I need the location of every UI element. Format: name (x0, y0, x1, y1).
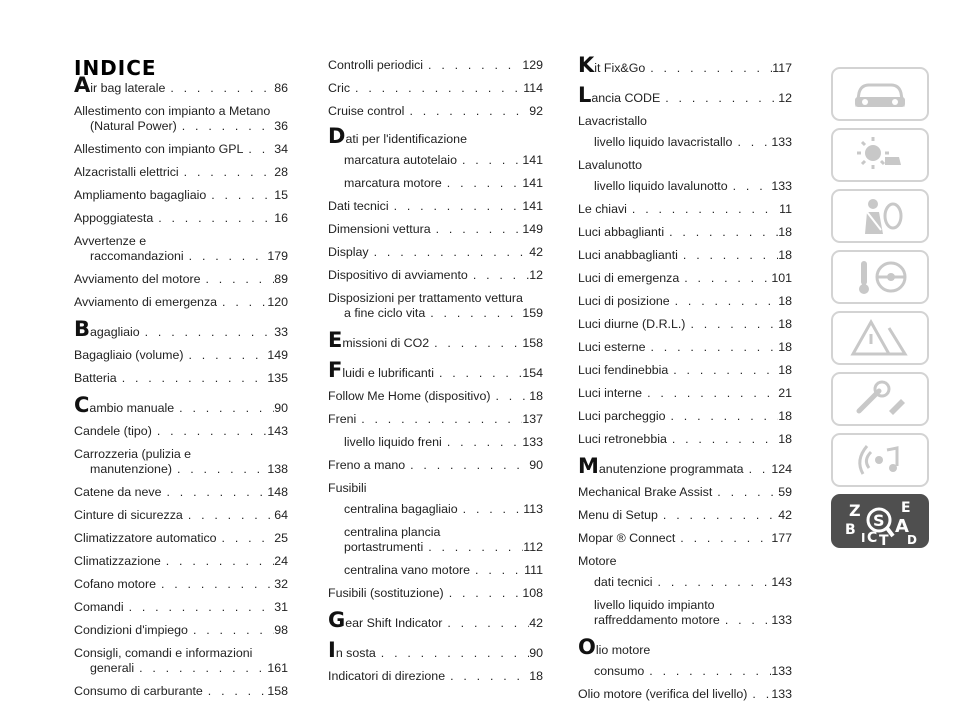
entry-page: 18 (778, 248, 792, 262)
entry-page: 18 (778, 317, 792, 331)
entry-page: 161 (267, 661, 288, 675)
index-entry-luci-parcheggio[interactable] (578, 409, 792, 424)
index-entry-climatizzazione[interactable] (74, 554, 288, 569)
entry-label: consumo (594, 664, 645, 678)
entry-label: Luci retronebbia (578, 432, 667, 446)
index-entry-fusibili-plancia[interactable] (328, 525, 543, 555)
entry-label: Bagagliaio (volume) (74, 348, 184, 362)
entry-label: Cruise control (328, 104, 405, 118)
entry-label: Appoggiatesta (74, 211, 154, 225)
index-entry-disposizioni[interactable] (328, 291, 543, 321)
entry-page: 34 (274, 142, 288, 156)
entry-page: 179 (267, 249, 288, 263)
entry-page: 112 (523, 540, 543, 554)
entry-label: ear Shift Indicator (345, 616, 443, 630)
entry-page: 16 (274, 211, 288, 225)
index-entry-bagagliaio[interactable] (74, 317, 288, 341)
index-entry-airbag[interactable] (74, 73, 288, 97)
index-entry-catene[interactable] (74, 485, 288, 500)
entry-label: missioni di CO2 (342, 336, 430, 350)
section-letter: L (578, 83, 592, 107)
section-letter: C (74, 393, 90, 417)
index-entry-luci-emergenza[interactable] (578, 271, 792, 286)
index-entry-freno-mano[interactable] (328, 458, 543, 473)
entry-page: 133 (522, 435, 543, 449)
entry-label: Consumo di carburante (74, 684, 203, 698)
entry-label: Cofano motore (74, 577, 156, 591)
index-letter: C (867, 530, 878, 546)
index-entry-bagagliaio-volume[interactable] (74, 348, 288, 363)
entry-page: 11 (779, 202, 792, 216)
index-entry-condizioni[interactable] (74, 623, 288, 638)
index-entry-motore-liquido[interactable] (578, 598, 792, 628)
tab-start-drive[interactable] (831, 250, 929, 304)
index-entry-avviamento-emergenza[interactable] (74, 295, 288, 310)
entry-page: 98 (274, 623, 288, 637)
tab-lights[interactable] (831, 128, 929, 182)
index-entry-anabbaglianti[interactable] (578, 248, 792, 263)
entry-page: 59 (778, 485, 792, 499)
entry-label: marcatura motore (344, 176, 442, 190)
entry-label: centralina bagagliaio (344, 502, 458, 516)
entry-label: Candele (tipo) (74, 424, 152, 438)
section-letter: A (74, 73, 91, 97)
car-dashboard-icon (849, 75, 911, 113)
entry-label: Fusibili (sostituzione) (328, 586, 444, 600)
entry-label: Le chiavi (578, 202, 627, 216)
entry-page: 138 (267, 462, 288, 476)
entry-page: 18 (529, 389, 543, 403)
index-entry-cinture[interactable] (74, 508, 288, 523)
entry-page: 124 (771, 462, 792, 476)
entry-label: Carrozzeria (pulizia e (74, 447, 192, 461)
entry-label: Follow Me Home (dispositivo) (328, 389, 491, 403)
entry-label: Luci abbaglianti (578, 225, 665, 239)
index-letter: D (907, 533, 917, 546)
index-entry-allestimento-metano[interactable] (74, 104, 288, 134)
section-tabs (831, 67, 929, 555)
entry-page: 129 (522, 58, 543, 72)
index-letter: I (861, 531, 866, 545)
entry-page: 120 (267, 295, 288, 309)
entry-page: 92 (529, 104, 543, 118)
entry-label: Luci esterne (578, 340, 646, 354)
entry-label: Consigli, comandi e informazioni (74, 646, 253, 660)
entry-label: Climatizzazione (74, 554, 161, 568)
tab-alphabetical-index[interactable] (831, 494, 929, 548)
section-letter: I (328, 638, 336, 662)
index-entry-cruise[interactable] (328, 104, 543, 119)
index-entry-batteria[interactable] (74, 371, 288, 386)
index-column-1 (74, 73, 288, 707)
index-entry-kit-fixgo[interactable] (578, 53, 792, 77)
index-entry-dimensioni[interactable] (328, 222, 543, 237)
entry-page: 143 (267, 424, 288, 438)
entry-label: Climatizzatore automatico (74, 531, 217, 545)
entry-page: 12 (778, 91, 792, 105)
tab-safety[interactable] (831, 189, 929, 243)
entry-page: 90 (529, 458, 543, 472)
index-entry-carrozzeria[interactable] (74, 447, 288, 477)
index-entry-olio-livello[interactable] (578, 687, 792, 702)
entry-page: 159 (522, 306, 543, 320)
index-entry-brake-assist[interactable] (578, 485, 792, 500)
index-entry-menu-setup[interactable] (578, 508, 792, 523)
entry-page: 135 (267, 371, 288, 385)
index-entry-fusibili-sostituzione[interactable] (328, 586, 543, 601)
entry-label: Comandi (74, 600, 124, 614)
entry-label: livello liquido lavacristallo (594, 135, 733, 149)
entry-label: Luci di emergenza (578, 271, 680, 285)
index-entry-luci-esterne[interactable] (578, 340, 792, 355)
entry-label: Luci interne (578, 386, 643, 400)
index-entry-cofano[interactable] (74, 577, 288, 592)
entry-page: 113 (523, 502, 543, 516)
index-entry-olio-consumo[interactable] (578, 664, 792, 679)
index-entry-livello-lavalunotto[interactable] (578, 179, 792, 194)
entry-page: 117 (772, 61, 792, 75)
index-entry-luci-fendinebbia[interactable] (578, 363, 792, 378)
index-entry-olio-motore[interactable] (578, 635, 792, 659)
tab-technical-data[interactable] (831, 433, 929, 487)
entry-page: 141 (522, 153, 543, 167)
entry-page: 42 (778, 508, 792, 522)
section-letter: B (74, 317, 91, 341)
index-entry-marcatura-autotelaio[interactable] (328, 153, 543, 168)
entry-page: 133 (771, 135, 792, 149)
wrench-service-icon (849, 379, 911, 419)
index-entry-consumo[interactable] (74, 684, 288, 699)
entry-label: livello liquido lavalunotto (594, 179, 728, 193)
entry-page: 114 (523, 81, 543, 95)
index-entry-freni[interactable] (328, 412, 543, 427)
entry-page: 18 (778, 363, 792, 377)
entry-page: 15 (274, 188, 288, 202)
entry-label: n sosta (335, 646, 376, 660)
entry-page: 18 (778, 340, 792, 354)
entry-page: 18 (778, 409, 792, 423)
entry-page: 25 (274, 531, 288, 545)
entry-label-cont: generali (90, 661, 135, 675)
entry-page: 111 (524, 563, 543, 577)
index-entry-dati-tecnici[interactable] (328, 199, 543, 214)
entry-page: 133 (771, 664, 792, 678)
index-entry-chiavi[interactable] (578, 202, 792, 217)
index-entry-display[interactable] (328, 245, 543, 260)
index-entry-emissioni[interactable] (328, 328, 543, 352)
entry-page: 141 (522, 199, 543, 213)
entry-label-cont: raffreddamento motore (594, 613, 720, 627)
entry-label-cont: manutenzione) (90, 462, 172, 476)
index-entry-marcatura-motore[interactable] (328, 176, 543, 191)
section-letter: K (578, 53, 595, 77)
entry-label: Condizioni d'impiego (74, 623, 188, 637)
entry-page: 177 (771, 531, 792, 545)
entry-page: 108 (522, 586, 543, 600)
entry-page: 18 (529, 669, 543, 683)
alphabetical-index-icon (835, 496, 925, 546)
entry-label: Dispositivo di avviamento (328, 268, 468, 282)
index-letter: A (895, 516, 909, 537)
entry-label: Freni (328, 412, 357, 426)
entry-label: centralina plancia (344, 525, 441, 539)
index-entry-fluidi[interactable] (328, 358, 543, 382)
entry-label: anutenzione programmata (598, 462, 744, 476)
entry-label: Freno a mano (328, 458, 406, 472)
entry-label: Indicatori di direzione (328, 669, 446, 683)
entry-page: 21 (778, 386, 792, 400)
index-column-3 (578, 53, 792, 710)
entry-page: 101 (771, 271, 792, 285)
index-entry-ampliamento[interactable] (74, 188, 288, 203)
entry-label: Avviamento del motore (74, 272, 201, 286)
index-entry-luci-interne[interactable] (578, 386, 792, 401)
entry-label: Ampliamento bagagliaio (74, 188, 207, 202)
tab-emergency[interactable] (831, 311, 929, 365)
index-entry-livello-freni[interactable] (328, 435, 543, 450)
section-letter: M (578, 454, 599, 478)
index-entry-motore[interactable]: Motore (578, 554, 617, 568)
entry-label: Menu di Setup (578, 508, 658, 522)
entry-page: 141 (522, 176, 543, 190)
index-letter: Z (849, 501, 861, 520)
index-letter: B (845, 522, 856, 538)
index-entry-livello-lavacristallo[interactable] (578, 135, 792, 150)
index-entry-clima-auto[interactable] (74, 531, 288, 546)
tab-maintenance[interactable] (831, 372, 929, 426)
entry-page: 158 (267, 684, 288, 698)
entry-label-cont: a fine ciclo vita (344, 306, 426, 320)
entry-page: 90 (529, 646, 543, 660)
entry-label: Luci parcheggio (578, 409, 666, 423)
entry-page: 32 (274, 577, 288, 591)
entry-page: 133 (771, 179, 792, 193)
entry-page: 143 (771, 575, 792, 589)
index-entry-gear-shift[interactable] (328, 608, 543, 632)
entry-label: Luci di posizione (578, 294, 670, 308)
entry-page: 33 (274, 325, 288, 339)
section-letter: O (578, 635, 596, 659)
index-entry-luci-posizione[interactable] (578, 294, 792, 309)
index-entry-mopar[interactable] (578, 531, 792, 546)
entry-page: 149 (522, 222, 543, 236)
entry-label: Allestimento con impianto GPL (74, 142, 244, 156)
entry-label: Luci anabbaglianti (578, 248, 678, 262)
index-entry-luci-retronebbia[interactable] (578, 432, 792, 447)
entry-label: lio motore (595, 643, 651, 657)
index-entry-comandi[interactable] (74, 600, 288, 615)
entry-page: 89 (274, 272, 288, 286)
index-entry-follow-me[interactable] (328, 389, 543, 404)
index-entry-consigli[interactable] (74, 646, 288, 676)
entry-page: 133 (771, 613, 792, 627)
entry-page: 18 (778, 294, 792, 308)
entry-page: 137 (522, 412, 543, 426)
index-entry-in-sosta[interactable] (328, 638, 543, 662)
airbag-seatbelt-icon (849, 196, 911, 236)
index-entry-avvertenze[interactable] (74, 234, 288, 264)
entry-label: centralina vano motore (344, 563, 471, 577)
entry-label: dati tecnici (594, 575, 653, 589)
entry-label-cont: portastrumenti (344, 540, 424, 554)
index-entry-manutenzione[interactable] (578, 454, 792, 478)
entry-page: 90 (274, 401, 288, 415)
entry-page: 42 (529, 616, 543, 630)
index-entry-dispositivo[interactable] (328, 268, 543, 283)
index-entry-abbaglianti[interactable] (578, 225, 792, 240)
entry-label: Batteria (74, 371, 117, 385)
entry-page: 18 (778, 432, 792, 446)
entry-page: 12 (529, 268, 543, 282)
entry-label: ati per l'identificazione (345, 132, 467, 146)
entry-label: luidi e lubrificanti (342, 366, 434, 380)
entry-page: 133 (771, 687, 792, 701)
media-nav-icon (849, 440, 911, 480)
index-entry-avviamento-motore[interactable] (74, 272, 288, 287)
entry-label: Display (328, 245, 369, 259)
entry-label: Dimensioni vettura (328, 222, 431, 236)
index-column-2 (328, 58, 543, 692)
index-entry-cambio[interactable] (74, 393, 288, 417)
section-letter: E (328, 328, 343, 352)
entry-label: Alzacristalli elettrici (74, 165, 179, 179)
entry-label: Cric (328, 81, 351, 95)
index-entry-cric[interactable] (328, 81, 543, 96)
section-letter: F (328, 358, 343, 382)
section-letter: G (328, 608, 346, 632)
index-entry-fusibili[interactable]: Fusibili (328, 481, 367, 495)
index-entry-lavacristallo[interactable]: Lavacristallo (578, 114, 647, 128)
entry-label: it Fix&Go (594, 61, 646, 75)
index-letter: T (879, 533, 889, 546)
entry-label: ambio manuale (89, 401, 175, 415)
entry-label: livello liquido freni (344, 435, 442, 449)
index-entry-allestimento-gpl[interactable] (74, 142, 288, 157)
index-entry-fusibili-bagagliaio[interactable] (328, 502, 543, 517)
entry-label: Avvertenze e (74, 234, 147, 248)
entry-label: Disposizioni per trattamento vettura (328, 291, 523, 305)
entry-label-cont: (Natural Power) (90, 119, 177, 133)
sun-lights-icon (849, 135, 911, 175)
index-entry-candele[interactable] (74, 424, 288, 439)
entry-page: 36 (274, 119, 288, 133)
steering-key-icon (849, 257, 911, 297)
entry-label-cont: raccomandazioni (90, 249, 184, 263)
entry-page: 24 (274, 554, 288, 568)
page-title: INDICE (74, 56, 157, 80)
entry-label: Allestimento con impianto a Metano (74, 104, 271, 118)
entry-page: 31 (274, 600, 288, 614)
index-entry-alzacristalli[interactable] (74, 165, 288, 180)
entry-label: ancia CODE (591, 91, 661, 105)
entry-label: Controlli periodici (328, 58, 424, 72)
index-entry-indicatori[interactable] (328, 669, 543, 684)
entry-label: Cinture di sicurezza (74, 508, 183, 522)
tab-car-dashboard[interactable] (831, 67, 929, 121)
index-entry-controlli[interactable] (328, 58, 543, 73)
index-entry-lavalunotto[interactable]: Lavalunotto (578, 158, 643, 172)
entry-label: Avviamento di emergenza (74, 295, 218, 309)
entry-label: ir bag laterale (90, 81, 166, 95)
entry-page: 154 (522, 366, 543, 380)
index-entry-luci-diurne[interactable] (578, 317, 792, 332)
entry-label: livello liquido impianto (594, 598, 715, 612)
entry-page: 148 (267, 485, 288, 499)
entry-label: Luci diurne (D.R.L.) (578, 317, 686, 331)
entry-label: agagliaio (90, 325, 140, 339)
entry-page: 64 (274, 508, 288, 522)
entry-page: 28 (274, 165, 288, 179)
entry-label: Mopar ® Connect (578, 531, 676, 545)
entry-label: marcatura autotelaio (344, 153, 457, 167)
index-entry-appoggiatesta[interactable] (74, 211, 288, 226)
index-letter: E (901, 500, 911, 516)
index-entry-motore-dati[interactable] (578, 575, 792, 590)
warning-triangle-icon (849, 318, 911, 358)
index-entry-fusibili-vano[interactable] (328, 563, 543, 578)
entry-page: 86 (274, 81, 288, 95)
entry-page: 158 (522, 336, 543, 350)
entry-label: Luci fendinebbia (578, 363, 669, 377)
index-entry-lancia-code[interactable] (578, 83, 792, 107)
entry-label: Dati tecnici (328, 199, 389, 213)
index-entry-dati-identificazione[interactable] (328, 124, 543, 148)
entry-page: 42 (529, 245, 543, 259)
entry-label: Mechanical Brake Assist (578, 485, 713, 499)
svg-text:S: S (873, 511, 885, 530)
entry-label: Catene da neve (74, 485, 162, 499)
section-letter: D (328, 124, 346, 148)
entry-label: Olio motore (verifica del livello) (578, 687, 748, 701)
entry-page: 149 (267, 348, 288, 362)
entry-page: 18 (778, 225, 792, 239)
